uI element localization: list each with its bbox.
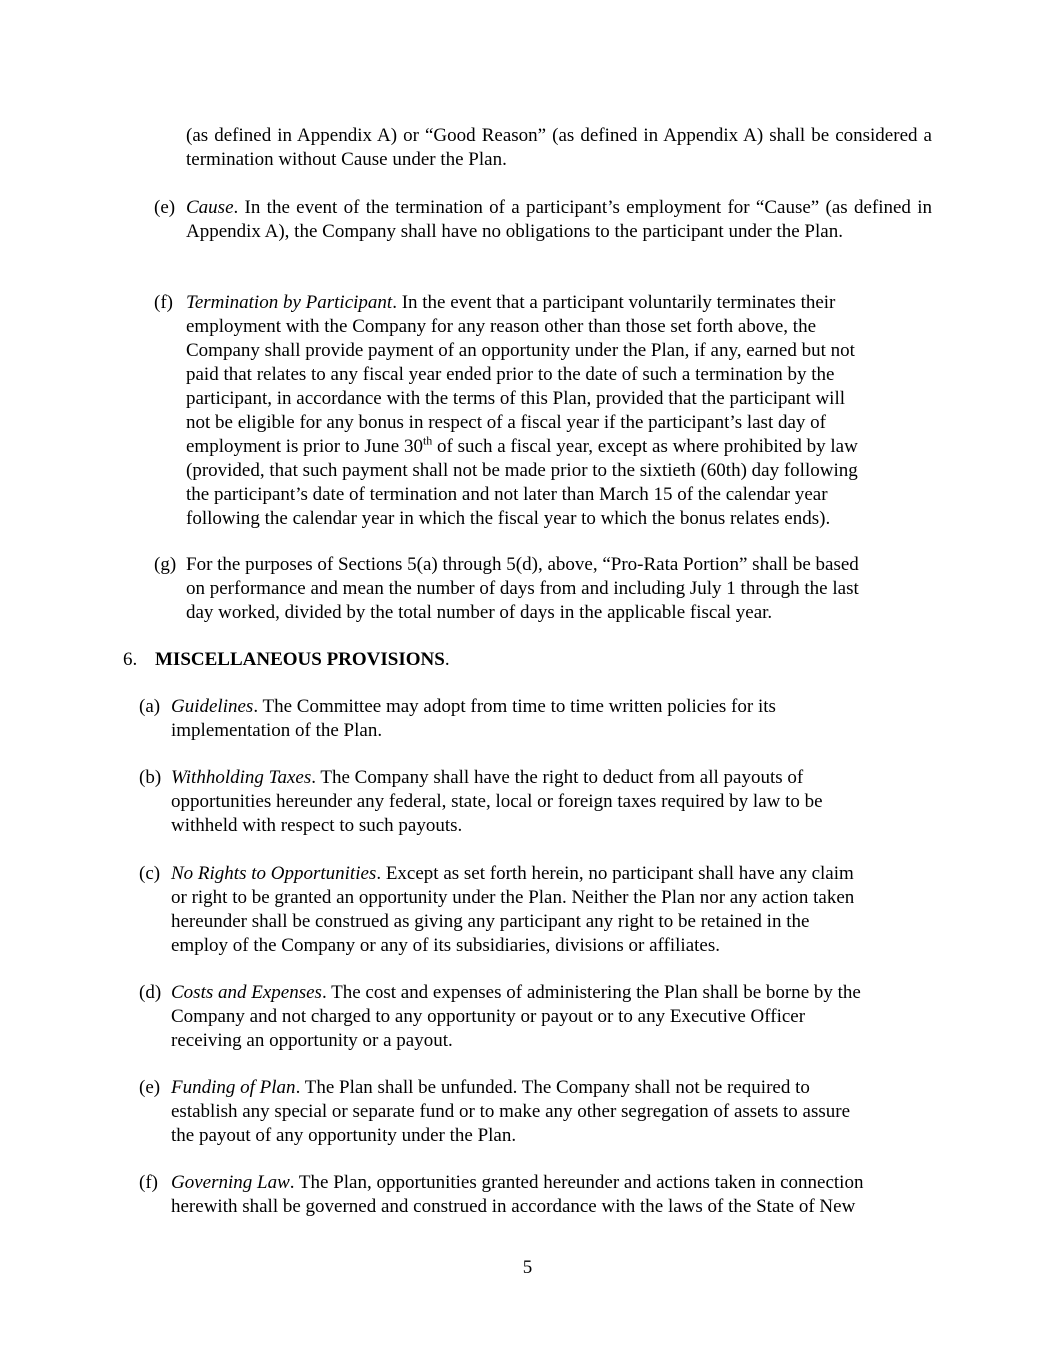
item-label: (d) (139, 982, 162, 1003)
text-line: . The Plan shall be unfunded. The Company shall not be required to (295, 1077, 810, 1098)
continuation-paragraph: (as defined in Appendix A) or “Good Reason” (as defined in Appendix A) shall be considered a termination without Cause under the Plan. (186, 125, 932, 170)
item-title: Termination by Participant (186, 292, 393, 313)
text-line: paid that relates to any fiscal year ended prior to the date of such a termination by the (186, 364, 835, 385)
item-label: (f) (139, 1172, 158, 1193)
text-line: . The Committee may adopt from time to time written policies for its (253, 696, 776, 717)
section-heading (155, 648, 450, 672)
text-line: on performance and mean the number of days from and including July 1 through the last (186, 578, 859, 599)
section6-item-f (171, 1171, 931, 1219)
superscript: th (422, 433, 433, 448)
text-line: or right to be granted an opportunity under the Plan. Neither the Plan nor any action taken (171, 887, 855, 908)
text-line: Company shall provide payment of an opportunity under the Plan, if any, earned but not (186, 340, 855, 361)
section5-item-e (186, 196, 932, 244)
item-label: (e) (154, 197, 176, 218)
item-label: (a) (139, 696, 161, 717)
text-line: employment with the Company for any reason other than those set forth above, the (186, 316, 817, 337)
text-line: (provided, that such payment shall not be made prior to the sixtieth (60th) day following (186, 460, 858, 481)
item-title: Cause (186, 197, 234, 218)
text-line: participant, in accordance with the terms of this Plan, provided that the participant will (186, 388, 845, 409)
item-label: (f) (154, 292, 173, 313)
section5-item-g (186, 553, 932, 625)
text-line: . The Company shall have the right to deduct from all payouts of (311, 767, 804, 788)
text-line: . The Plan, opportunities granted hereunder and actions taken in connection (289, 1172, 864, 1193)
item-label: (b) (139, 767, 162, 788)
item-title: Funding of Plan (171, 1077, 296, 1098)
text-line: employ of the Company or any of its subsidiaries, divisions or affiliates. (171, 935, 720, 956)
item-title: No Rights to Opportunities (171, 863, 377, 884)
text-line: withheld with respect to such payouts. (171, 815, 463, 836)
section5-item-f (186, 291, 932, 531)
text-line: the participant’s date of termination and not later than March 15 of the calendar year (186, 484, 828, 505)
item-label: (c) (139, 863, 161, 884)
page-number: 5 (522, 1257, 533, 1278)
section6-item-e (171, 1076, 931, 1148)
section-title: MISCELLANEOUS PROVISIONS (155, 649, 445, 670)
item-title: Withholding Taxes (171, 767, 312, 788)
text-fragment: of such a fiscal year, except as where prohibited by law (432, 436, 858, 457)
text-line: . Except as set forth herein, no participant shall have any claim (376, 863, 854, 884)
item-title: Costs and Expenses (171, 982, 322, 1003)
text-line: hereunder shall be construed as giving any participant any right to be retained in the (171, 911, 810, 932)
section-title-suffix: . (444, 649, 450, 670)
section6-item-b (171, 766, 931, 838)
item-label: (g) (154, 554, 177, 575)
section6-item-c (171, 862, 931, 958)
text-line: . The cost and expenses of administering the Plan shall be borne by the (321, 982, 861, 1003)
text-line: the payout of any opportunity under the Plan. (171, 1125, 517, 1146)
text-line: following the calendar year in which the fiscal year to which the bonus relates ends). (186, 508, 831, 529)
text-line: For the purposes of Sections 5(a) through 5(d), above, “Pro-Rata Portion” shall be based (186, 554, 859, 575)
text-line: Company and not charged to any opportunity or payout or to any Executive Officer (171, 1006, 806, 1027)
text-line: . In the event that a participant voluntarily terminates their (392, 292, 836, 313)
section6-item-a (171, 695, 931, 743)
text-fragment: employment is prior to June 30 (186, 436, 423, 457)
item-text: . In the event of the termination of a participant’s employment for “Cause” (as defined in Appendix A), the Company shall have no obligations to the participant under the Plan. (186, 197, 932, 242)
item-title: Guidelines (171, 696, 254, 717)
section-number: 6. (123, 649, 138, 670)
item-title: Governing Law (171, 1172, 290, 1193)
text-line (186, 435, 932, 459)
text-line: not be eligible for any bonus in respect of a fiscal year if the participant’s last day of (186, 412, 826, 433)
section6-item-d (171, 981, 931, 1053)
text-line: day worked, divided by the total number of days in the applicable fiscal year. (186, 602, 773, 623)
text-line: receiving an opportunity or a payout. (171, 1030, 453, 1051)
text-line: herewith shall be governed and construed in accordance with the laws of the State of New (171, 1196, 856, 1217)
text-line: establish any special or separate fund or to make any other segregation of assets to assure (171, 1101, 851, 1122)
text-line: implementation of the Plan. (171, 720, 383, 741)
text-line: opportunities hereunder any federal, state, local or foreign taxes required by law to be (171, 791, 823, 812)
item-label: (e) (139, 1077, 161, 1098)
